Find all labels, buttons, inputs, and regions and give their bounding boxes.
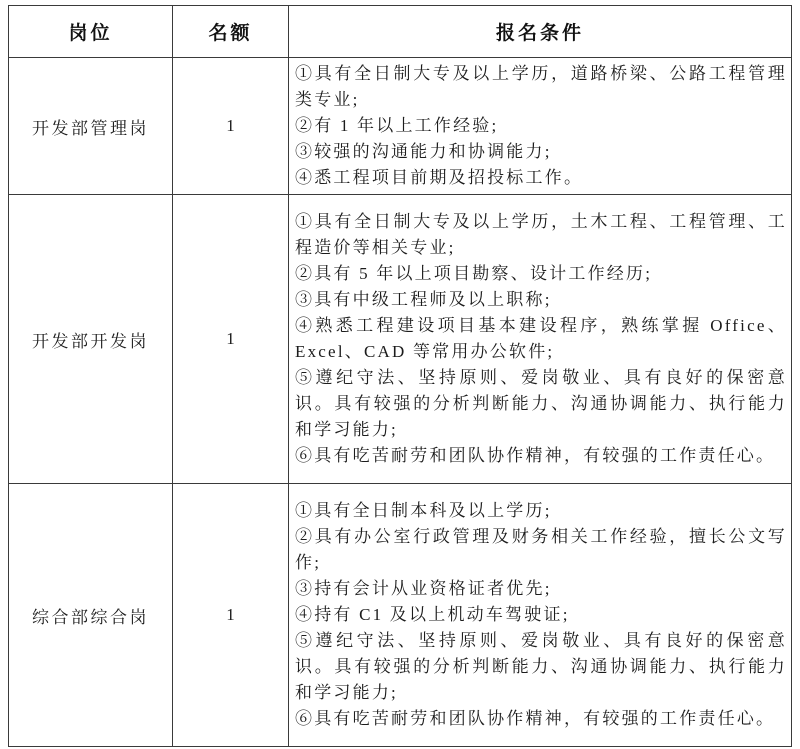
condition-item: ①具有全日制本科及以上学历;	[295, 501, 552, 520]
condition-item: ④持有 C1 及以上机动车驾驶证;	[295, 605, 570, 624]
conditions-cell	[289, 58, 792, 195]
quota-cell: 1	[173, 195, 289, 484]
table-row	[9, 195, 792, 484]
quota-cell: 1	[173, 58, 289, 195]
condition-item: ④悉工程项目前期及招投标工作。	[295, 168, 584, 187]
condition-item: ⑥具有吃苦耐劳和团队协作精神，有较强的工作责任心。	[295, 446, 776, 465]
condition-item: ③持有会计从业资格证者优先;	[295, 579, 552, 598]
condition-item: ①具有全日制大专及以上学历，道路桥梁、公路工程管理类专业;	[295, 64, 787, 109]
condition-item: ②具有 5 年以上项目勘察、设计工作经历;	[295, 264, 653, 283]
condition-item: ⑤遵纪守法、坚持原则、爱岗敬业、具有良好的保密意识。具有较强的分析判断能力、沟通协调能力、执行能力和学习能力;	[295, 368, 787, 439]
condition-item: ⑤遵纪守法、坚持原则、爱岗敬业、具有良好的保密意识。具有较强的分析判断能力、沟通协调能力、执行能力和学习能力;	[295, 631, 787, 702]
condition-item: ②有 1 年以上工作经验;	[295, 116, 499, 135]
position-cell: 开发部开发岗	[9, 195, 173, 484]
condition-item: ②具有办公室行政管理及财务相关工作经验，擅长公文写作;	[295, 527, 787, 572]
conditions-cell	[289, 484, 792, 747]
table-row	[9, 484, 792, 747]
condition-item: ③较强的沟通能力和协调能力;	[295, 142, 552, 161]
table-row	[9, 58, 792, 195]
column-header-quota: 名额	[173, 6, 289, 58]
position-cell: 综合部综合岗	[9, 484, 173, 747]
condition-item: ①具有全日制大专及以上学历，土木工程、工程管理、工程造价等相关专业;	[295, 212, 787, 257]
condition-item: ④熟悉工程建设项目基本建设程序，熟练掌握 Office、Excel、CAD 等常用办公软件;	[295, 316, 787, 361]
recruitment-table	[8, 5, 792, 747]
position-cell: 开发部管理岗	[9, 58, 173, 195]
condition-item: ⑥具有吃苦耐劳和团队协作精神，有较强的工作责任心。	[295, 709, 776, 728]
table-header-row	[9, 6, 792, 58]
conditions-cell	[289, 195, 792, 484]
condition-item: ③具有中级工程师及以上职称;	[295, 290, 552, 309]
quota-cell: 1	[173, 484, 289, 747]
column-header-conditions: 报名条件	[289, 6, 792, 58]
column-header-position: 岗位	[9, 6, 173, 58]
